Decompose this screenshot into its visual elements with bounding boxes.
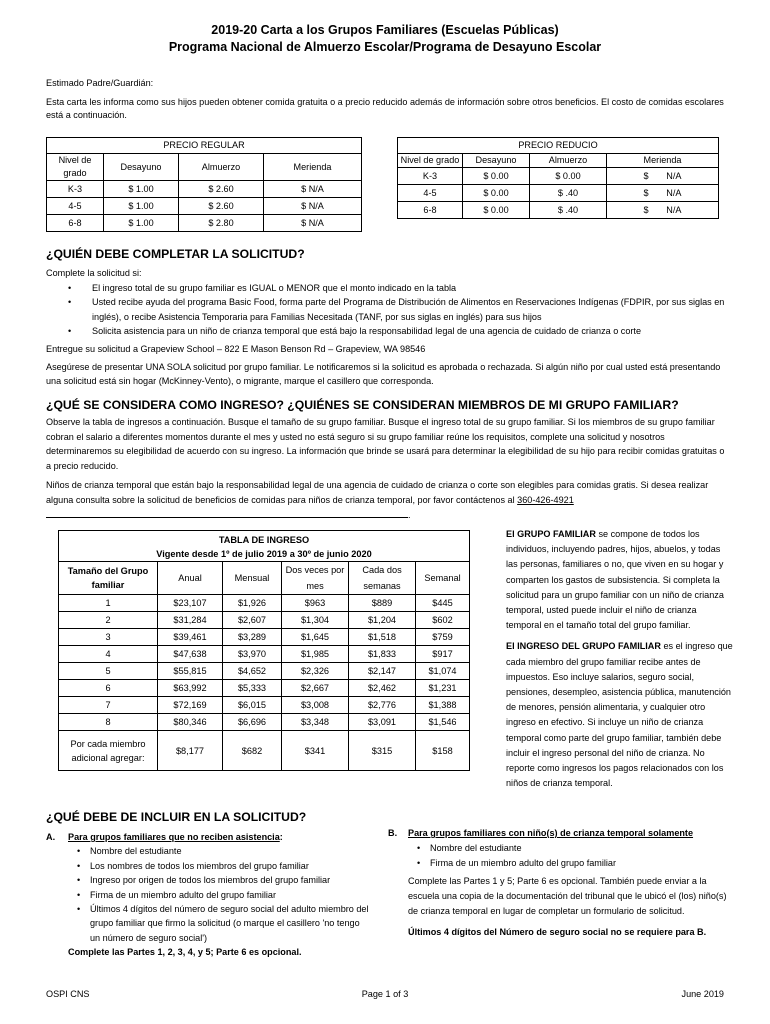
cell: $3,289 [223, 629, 282, 646]
table-row [398, 202, 719, 219]
assure-text: Asegúrese de presentar UNA SOLA solicitud por grupo familiar. Le notificaremos si la solicitud es aprobada o rechazada. Si algún niño por cual usted está presentando una solicitud está sin hogar (McKinney-Vento), o migrante, marque el casillero que corresponda. [46, 361, 721, 387]
cell: $ N/A [264, 181, 362, 198]
cell: $ 0.00 [463, 202, 530, 219]
table-row [59, 646, 470, 663]
table-row [59, 612, 470, 629]
cell: $ .40 [530, 202, 607, 219]
section-a [46, 830, 372, 960]
group-definition: se compone de todos los individuos, incluyendo padres, hijos, abuelos, y todas las personas, familiares o no, que viven en su hogar y comparten los gastos de subsistencia. Si completa la solicitud para un grupo familiar con un niño de crianza temporal, usted puede incluir el niño de crianza temporal en el tamaño total del grupo familiar. [506, 529, 724, 631]
cell: $ N/A [264, 215, 362, 232]
cell: $963 [282, 595, 349, 612]
cell: $3,348 [282, 714, 349, 731]
document-title [0, 22, 770, 56]
cell: Por cada miembro adicional agregar: [59, 731, 158, 771]
list-item: • Nombre del estudiante [68, 844, 372, 858]
cell: $889 [349, 595, 416, 612]
cell: $ 0.00 [463, 185, 530, 202]
include-heading: ¿QUÉ DEBE DE INCLUIR EN LA SOLICITUD? [46, 810, 307, 824]
cell: 1 [59, 595, 158, 612]
table-row [47, 198, 362, 215]
page-number: Page 1 of 3 [361, 989, 409, 999]
col-header: Dos veces por mes [282, 562, 349, 595]
table-row [59, 714, 470, 731]
cell: $39,461 [158, 629, 223, 646]
col-header: Almuerzo [179, 154, 264, 181]
cell: $6,015 [223, 697, 282, 714]
table-row [59, 731, 470, 771]
cell: $2,607 [223, 612, 282, 629]
col-header: Cada dos semanas [349, 562, 416, 595]
list-item: • Firma de un miembro adulto del grupo familiar [68, 888, 372, 902]
list-item: • Ingreso por origen de todos los miembros del grupo familiar [68, 873, 372, 887]
cell: $1,388 [416, 697, 470, 714]
cell: $2,462 [349, 680, 416, 697]
cell: $8,177 [158, 731, 223, 771]
cell: $31,284 [158, 612, 223, 629]
cell: $ 1.00 [104, 181, 179, 198]
cell: $341 [282, 731, 349, 771]
title-line-1: 2019-20 Carta a los Grupos Familiares (Escuelas Públicas) [211, 23, 559, 37]
section-a-footer: Complete las Partes 1, 2, 3, 4, y 5; Parte 6 es opcional. [68, 947, 302, 958]
cell: $3,008 [282, 697, 349, 714]
cell: $315 [349, 731, 416, 771]
cell: $47,638 [158, 646, 223, 663]
cell: $917 [416, 646, 470, 663]
cell: $3,091 [349, 714, 416, 731]
table-row [59, 629, 470, 646]
intro-text: Esta carta les informa como sus hijos pueden obtener comida gratuita o a precio reducido además de información sobre otros beneficios. El costo de comidas escolares está a continuación. [46, 96, 724, 121]
deliver-text: Entregue su solicitud a Grapeview School – 822 E Mason Benson Rd – Grapeview, WA 98546 [46, 343, 426, 354]
cell: $ 2.60 [179, 181, 264, 198]
section-b-text: Complete las Partes 1 y 5; Parte 6 es opcional. También puede enviar a la escuela una copia de la documentación del tribunal que le ubicó el (los) niño(s) de crianza temporal en lugar de completar un formulario de solicitud. [408, 876, 727, 916]
list-item: • Firma de un miembro adulto del grupo familiar [408, 856, 728, 871]
col-header: Almuerzo [530, 154, 607, 168]
cell: $ 2.60 [179, 198, 264, 215]
section-b-title: Para grupos familiares con niño(s) de crianza temporal solamente [408, 828, 694, 838]
table-row [59, 680, 470, 697]
cell: $445 [416, 595, 470, 612]
income-table-caption-1: TABLA DE INGRESO [59, 531, 470, 548]
footer-left: OSPI CNS [46, 989, 90, 999]
cell: K-3 [398, 168, 463, 185]
list-item: • Usted recibe ayuda del programa Basic Food, forma parte del Programa de Distribución de Alimentos en Reservaciones Indígenas (FDPIR, por sus siglas en inglés), o recibe Asistencia Temporaria para Familias Necesitada (TANF, por sus siglas en inglés) para sus hijos [46, 295, 726, 324]
cell: $1,645 [282, 629, 349, 646]
list-item: • Solicita asistencia para un niño de crianza temporal que está bajo la responsabilidad legal de una agencia de cuidado de crianza o corte [46, 324, 726, 339]
greeting: Estimado Padre/Guardián: [46, 78, 154, 88]
col-header: Nivel de grado [47, 154, 104, 181]
cell: K-3 [47, 181, 104, 198]
cell: 5 [59, 663, 158, 680]
col-header: Anual [158, 562, 223, 595]
phone-link[interactable]: 360-426-4921 [517, 494, 574, 505]
cell: 3 [59, 629, 158, 646]
cell: $ N/A [607, 185, 719, 202]
cell: $1,926 [223, 595, 282, 612]
cell: $23,107 [158, 595, 223, 612]
cell: $ 0.00 [463, 168, 530, 185]
cell: $ 1.00 [104, 198, 179, 215]
income-definition: es el ingreso que cada miembro del grupo familiar recibe antes de impuestos. Eso incluye salarios, seguro social, pensiones, desempleo, asistencia pública, manutención de menores, pensión alimentaria, y cualquier otro ingreso en efectivo. Si incluye un niño de crianza temporal como parte del grupo familiar, también debe incluir el ingreso personal del niño de crianza. No reporte como ingresos los pagos relacionados con los niños de crianza temporal. [506, 641, 733, 789]
cell: $1,546 [416, 714, 470, 731]
cell: $ N/A [607, 168, 719, 185]
cell: $1,833 [349, 646, 416, 663]
cell: $ 1.00 [104, 215, 179, 232]
income-table-caption-2: Vigente desde 1º de julio 2019 a 30º de junio 2020 [59, 547, 470, 562]
col-header: Nivel de grado [398, 154, 463, 168]
cell: $55,815 [158, 663, 223, 680]
income-table [58, 530, 470, 771]
list-item: • El ingreso total de su grupo familiar es IGUAL o MENOR que el monto indicado en la tabla [46, 281, 726, 296]
table-row [59, 663, 470, 680]
col-header: Semanal [416, 562, 470, 595]
cell: $80,346 [158, 714, 223, 731]
cell: $1,518 [349, 629, 416, 646]
signature-blank-line [46, 517, 408, 518]
list-item: • Nombre del estudiante [408, 841, 728, 856]
table-row [59, 595, 470, 612]
income-para-2: Niños de crianza temporal que están bajo la responsabilidad legal de una agencia de cuidado de crianza o corte son elegibles para comidas gratis. Si desea realizar alguna consulta sobre la solicitud de beneficios de comidas para niños de crianza temporal, por favor contáctenos al [46, 480, 709, 505]
list-item: • Últimos 4 dígitos del número de seguro social del adulto miembro del grupo familiar que firmo la solicitud (o marque el casillero 'no tengo un número de seguro social') [68, 902, 372, 945]
cell: $2,326 [282, 663, 349, 680]
intro [46, 77, 726, 123]
cell: $ 2.80 [179, 215, 264, 232]
cell: $1,304 [282, 612, 349, 629]
col-header: Tamaño del Grupo familiar [59, 562, 158, 595]
cell: 2 [59, 612, 158, 629]
who-section [46, 266, 726, 389]
col-header: Merienda [264, 154, 362, 181]
cell: 6 [59, 680, 158, 697]
table-row [59, 697, 470, 714]
cell: $158 [416, 731, 470, 771]
income-heading: ¿QUÉ SE CONSIDERA COMO INGRESO? ¿QUIÉNES SE CONSIDERAN MIEMBROS DE MI GRUPO FAMILIAR? [46, 398, 679, 412]
title-line-2: Programa Nacional de Almuerzo Escolar/Programa de Desayuno Escolar [168, 40, 602, 54]
income-section [46, 415, 726, 508]
section-b-list [408, 841, 728, 871]
who-heading: ¿QUIÉN DEBE COMPLETAR LA SOLICITUD? [46, 247, 305, 261]
regular-price-caption: PRECIO REGULAR [47, 138, 362, 154]
section-a-title: Para grupos familiares que no reciben asistencia [68, 832, 280, 842]
table-row [47, 181, 362, 198]
cell: $5,333 [223, 680, 282, 697]
col-header: Desayuno [104, 154, 179, 181]
cell: $72,169 [158, 697, 223, 714]
cell: $1,231 [416, 680, 470, 697]
group-term: El GRUPO FAMILIAR [506, 529, 596, 539]
section-b [388, 826, 728, 940]
cell: $2,667 [282, 680, 349, 697]
cell: $1,985 [282, 646, 349, 663]
table-row [47, 215, 362, 232]
cell: $ .40 [530, 185, 607, 202]
cell: $1,204 [349, 612, 416, 629]
who-lead: Complete la solicitud si: [46, 268, 142, 278]
cell: $759 [416, 629, 470, 646]
col-header: Mensual [223, 562, 282, 595]
list-item: • Los nombres de todos los miembros del grupo familiar [68, 859, 372, 873]
col-header: Desayuno [463, 154, 530, 168]
section-a-letter: A. [46, 832, 56, 842]
cell: $63,992 [158, 680, 223, 697]
income-term: El INGRESO DEL GRUPO FAMILIAR [506, 641, 661, 652]
cell: 6-8 [47, 215, 104, 232]
cell: $ N/A [264, 198, 362, 215]
cell: $6,696 [223, 714, 282, 731]
cell: $ N/A [607, 202, 719, 219]
income-para-1: Observe la tabla de ingresos a continuación. Busque el tamaño de su grupo familiar. Busque el ingreso total de su grupo familiar. Si los miembros de su grupo familiar cobran el salario a diferentes momentos durante el mes y usted no está seguro si su grupo familiar reúne los requisitos, complete una solicitud y nosotros determinaremos su elegibilidad de acuerdo con su ingreso. La información que brinde se usará para determinar la elegibilidad de su hijo para recibir comidas gratuitas o a precio reducido. [46, 417, 725, 471]
cell: $ 0.00 [530, 168, 607, 185]
reduced-price-caption: PRECIO REDUCIO [398, 138, 719, 154]
cell: $3,970 [223, 646, 282, 663]
cell: 8 [59, 714, 158, 731]
cell: 6-8 [398, 202, 463, 219]
who-list [46, 281, 726, 339]
cell: $682 [223, 731, 282, 771]
regular-price-table [46, 137, 362, 232]
col-header: Merienda [607, 154, 719, 168]
cell: $4,652 [223, 663, 282, 680]
cell: $1,074 [416, 663, 470, 680]
table-row [398, 168, 719, 185]
blank-end: . [408, 510, 411, 520]
cell: $2,147 [349, 663, 416, 680]
section-b-letter: B. [388, 828, 398, 838]
cell: 4-5 [47, 198, 104, 215]
cell: $602 [416, 612, 470, 629]
definitions-sidebar [506, 527, 734, 797]
section-b-footer: Últimos 4 dígitos del Número de seguro social no se requiere para B. [408, 927, 707, 937]
cell: 4 [59, 646, 158, 663]
cell: 7 [59, 697, 158, 714]
section-a-list [68, 844, 372, 945]
reduced-price-table [397, 137, 719, 219]
cell: $2,776 [349, 697, 416, 714]
footer-right: June 2019 [681, 989, 724, 999]
section-a-colon: : [279, 832, 283, 842]
cell: 4-5 [398, 185, 463, 202]
table-row [398, 185, 719, 202]
